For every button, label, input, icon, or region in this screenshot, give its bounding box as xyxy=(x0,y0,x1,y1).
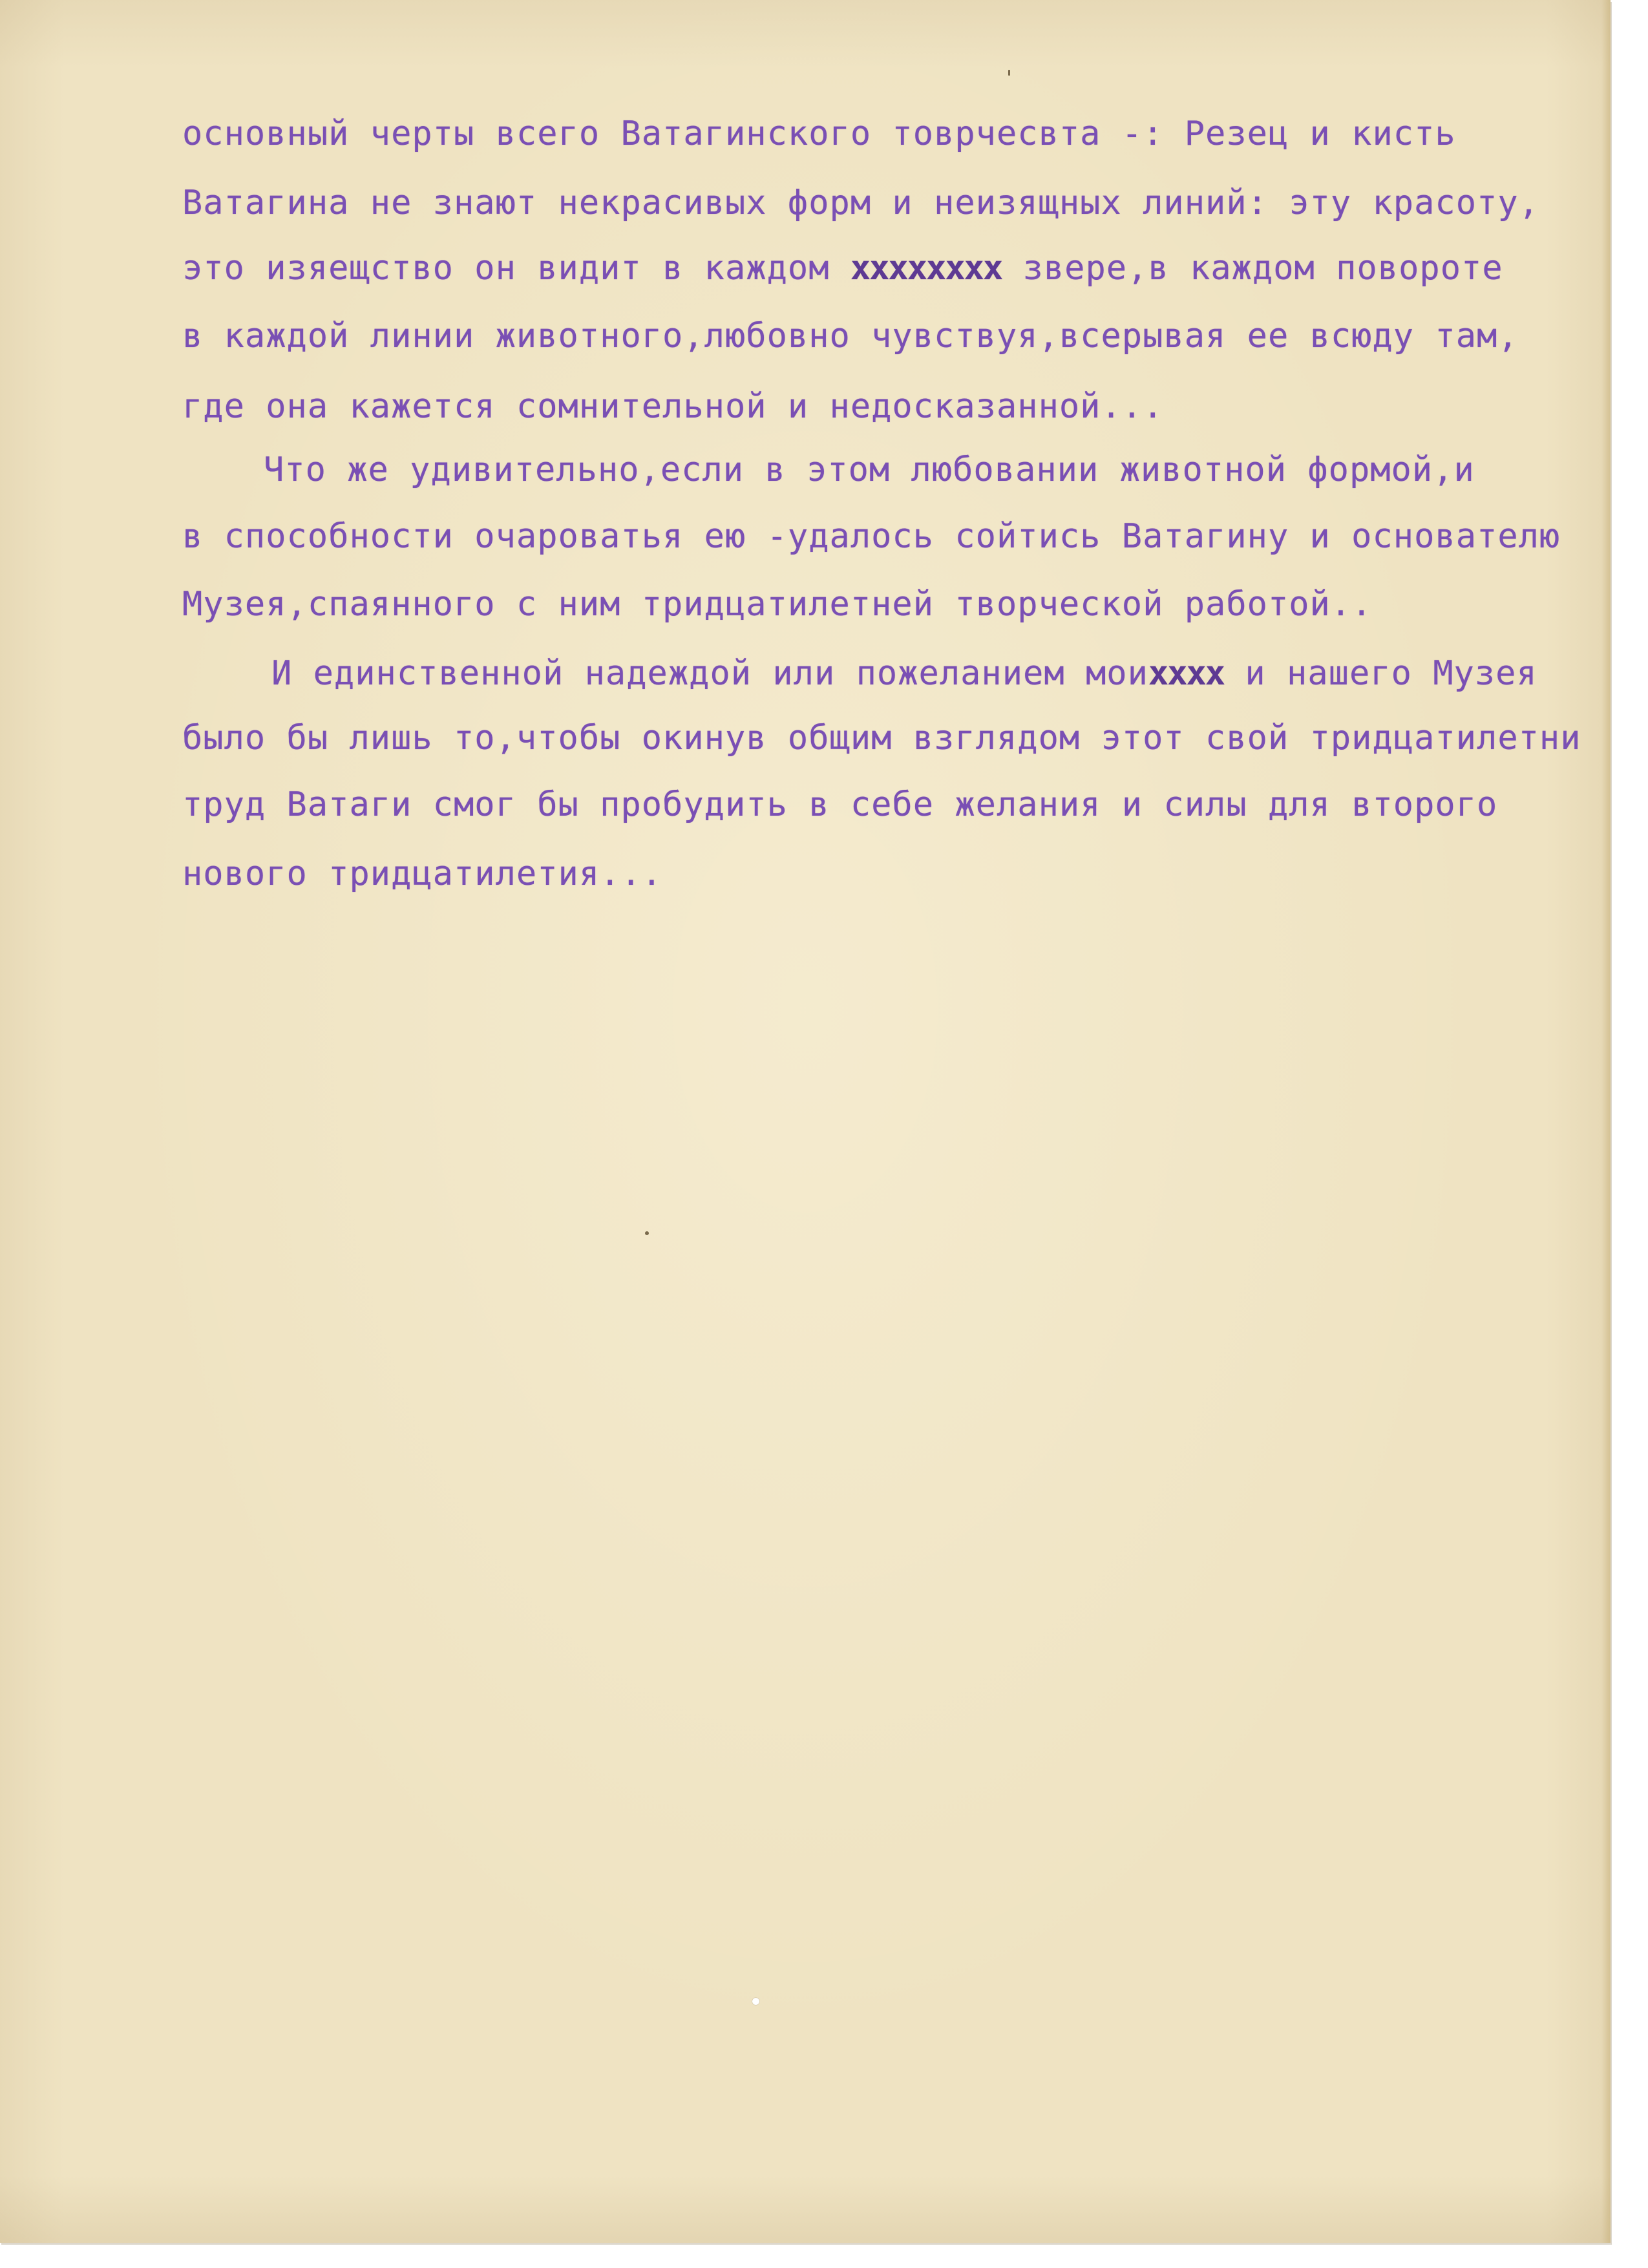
text-line-11: труд Ватаги смог бы пробудить в себе желания и силы для второго xyxy=(182,785,1498,824)
text-line-12: нового тридцатилетия... xyxy=(182,854,663,893)
text-line-8: Музея,спаянного с ним тридцатилетней творческой работой.. xyxy=(182,585,1373,624)
paper-speck xyxy=(1008,70,1010,76)
paper-speck xyxy=(645,1231,649,1235)
text-line-9-end: и нашего Музея xyxy=(1224,654,1537,693)
text-line-3-end: звере,в каждом повороте xyxy=(1002,249,1503,288)
text-line-9 xyxy=(271,654,1537,693)
text-line-3 xyxy=(182,249,1503,288)
text-line-1: основный черты всего Ватагинского товрчесвта -: Резец и кисть xyxy=(182,114,1456,153)
typewritten-text xyxy=(0,0,1611,970)
text-line-7: в способности очароватья ею -удалось сойтись Ватагину и основателю xyxy=(182,517,1561,556)
struck-out-word: xxxxxxxx xyxy=(850,249,1002,288)
text-line-3-start: это изяещство он видит в каждом xyxy=(182,249,850,288)
text-line-5: где она кажется сомнительной и недосказанной... xyxy=(182,387,1164,426)
text-line-9-start: И единственной надеждой или пожеланием мои xyxy=(271,654,1148,693)
text-line-4: в каждой линии животного,любовно чувствуя,всерывая ее всюду там, xyxy=(182,317,1519,355)
text-line-10: было бы лишь то,чтобы окинув общим взглядом этот свой тридцатилетни xyxy=(182,719,1581,758)
punch-hole xyxy=(752,1998,759,2005)
struck-out-word: xxxx xyxy=(1148,654,1225,693)
text-line-2: Ватагина не знают некрасивых форм и неизящных линий: эту красоту, xyxy=(182,184,1539,222)
text-line-6: Что же удивительно,если в этом любовании животной формой,и xyxy=(264,450,1475,489)
